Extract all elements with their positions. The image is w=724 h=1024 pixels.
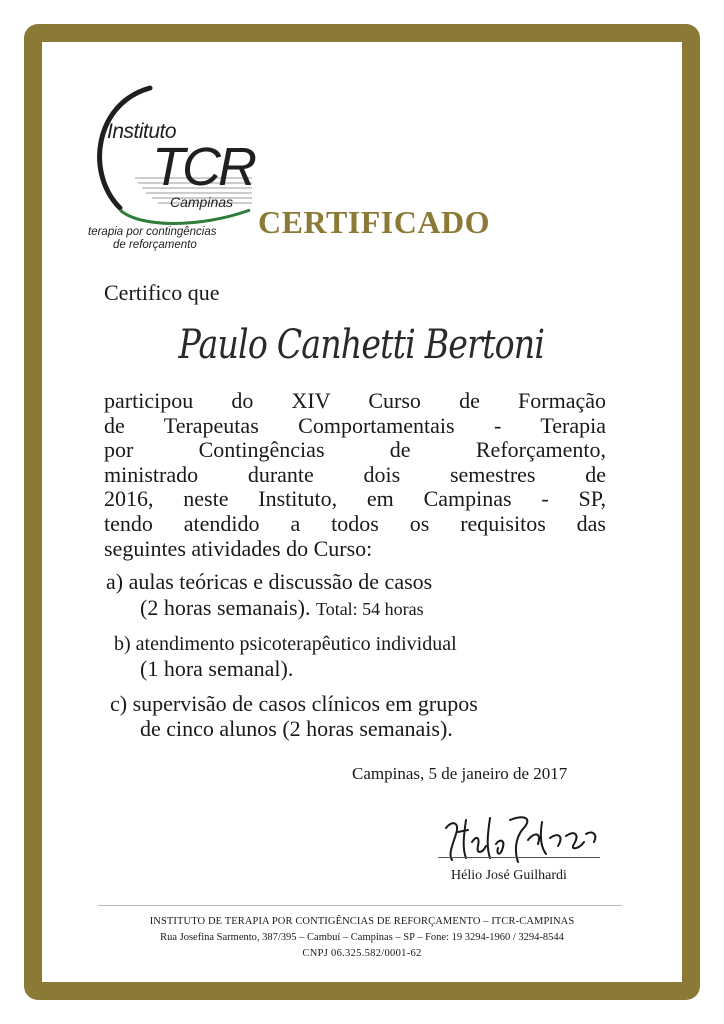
activity-a-total: Total: 54 horas bbox=[315, 599, 424, 619]
signature-icon bbox=[438, 810, 608, 870]
place-date: Campinas, 5 de janeiro de 2017 bbox=[352, 764, 568, 783]
activity-b-line1: b) atendimento psicoterapêutico individual bbox=[114, 633, 457, 655]
footer-institution: INSTITUTO DE TERAPIA POR CONTIGÊNCIAS DE REFORÇAMENTO – ITCR-CAMPINAS bbox=[149, 916, 575, 927]
logo-campinas: Campinas bbox=[170, 194, 234, 210]
body-line: participou do XIV Curso de Formação bbox=[104, 388, 606, 413]
activity-c-line2: de cinco alunos (2 horas semanais). bbox=[140, 716, 453, 741]
recipient-name: Paulo Canhetti Bertoni bbox=[178, 322, 545, 368]
footer-cnpj: CNPJ 06.325.582/0001-62 bbox=[302, 948, 422, 959]
footer-divider bbox=[98, 905, 622, 906]
body-line: por Contingências de Reforçamento, bbox=[104, 437, 606, 463]
logo-tcr: TCR bbox=[152, 137, 254, 197]
certificate-body bbox=[104, 389, 606, 561]
logo-tagline-1: terapia por contingências bbox=[88, 226, 217, 238]
body-line: de Terapeutas Comportamentais - Terapia bbox=[104, 412, 606, 438]
logo-tagline-2: de reforçamento bbox=[113, 239, 197, 251]
certificate-intro: Certifico que bbox=[104, 280, 220, 305]
signature-line bbox=[438, 857, 600, 858]
body-line: tendo atendido a todos os requisitos das bbox=[104, 510, 606, 536]
logo-instituto: Instituto bbox=[107, 120, 177, 143]
body-line: ministrado durante dois semestres de bbox=[104, 461, 606, 487]
activity-b-line2: (1 hora semanal). bbox=[140, 656, 294, 681]
signer-name: Hélio José Guilhardi bbox=[451, 868, 567, 883]
activity-a-hours: (2 horas semanais). bbox=[140, 595, 311, 620]
certificate-title: CERTIFICADO bbox=[258, 204, 490, 240]
activity-c-line1: c) supervisão de casos clínicos em grupos bbox=[110, 691, 478, 716]
footer-address: Rua Josefina Sarmento, 387/395 – Cambuí – Campinas – SP – Fone: 19 3294-1960 / 3294-8544 bbox=[160, 932, 564, 943]
body-line: seguintes atividades do Curso: bbox=[104, 535, 373, 561]
body-line: 2016, neste Instituto, em Campinas - SP, bbox=[104, 486, 606, 512]
activity-a-line2 bbox=[140, 595, 424, 622]
activity-a-line1: a) aulas teóricas e discussão de casos bbox=[106, 569, 433, 594]
